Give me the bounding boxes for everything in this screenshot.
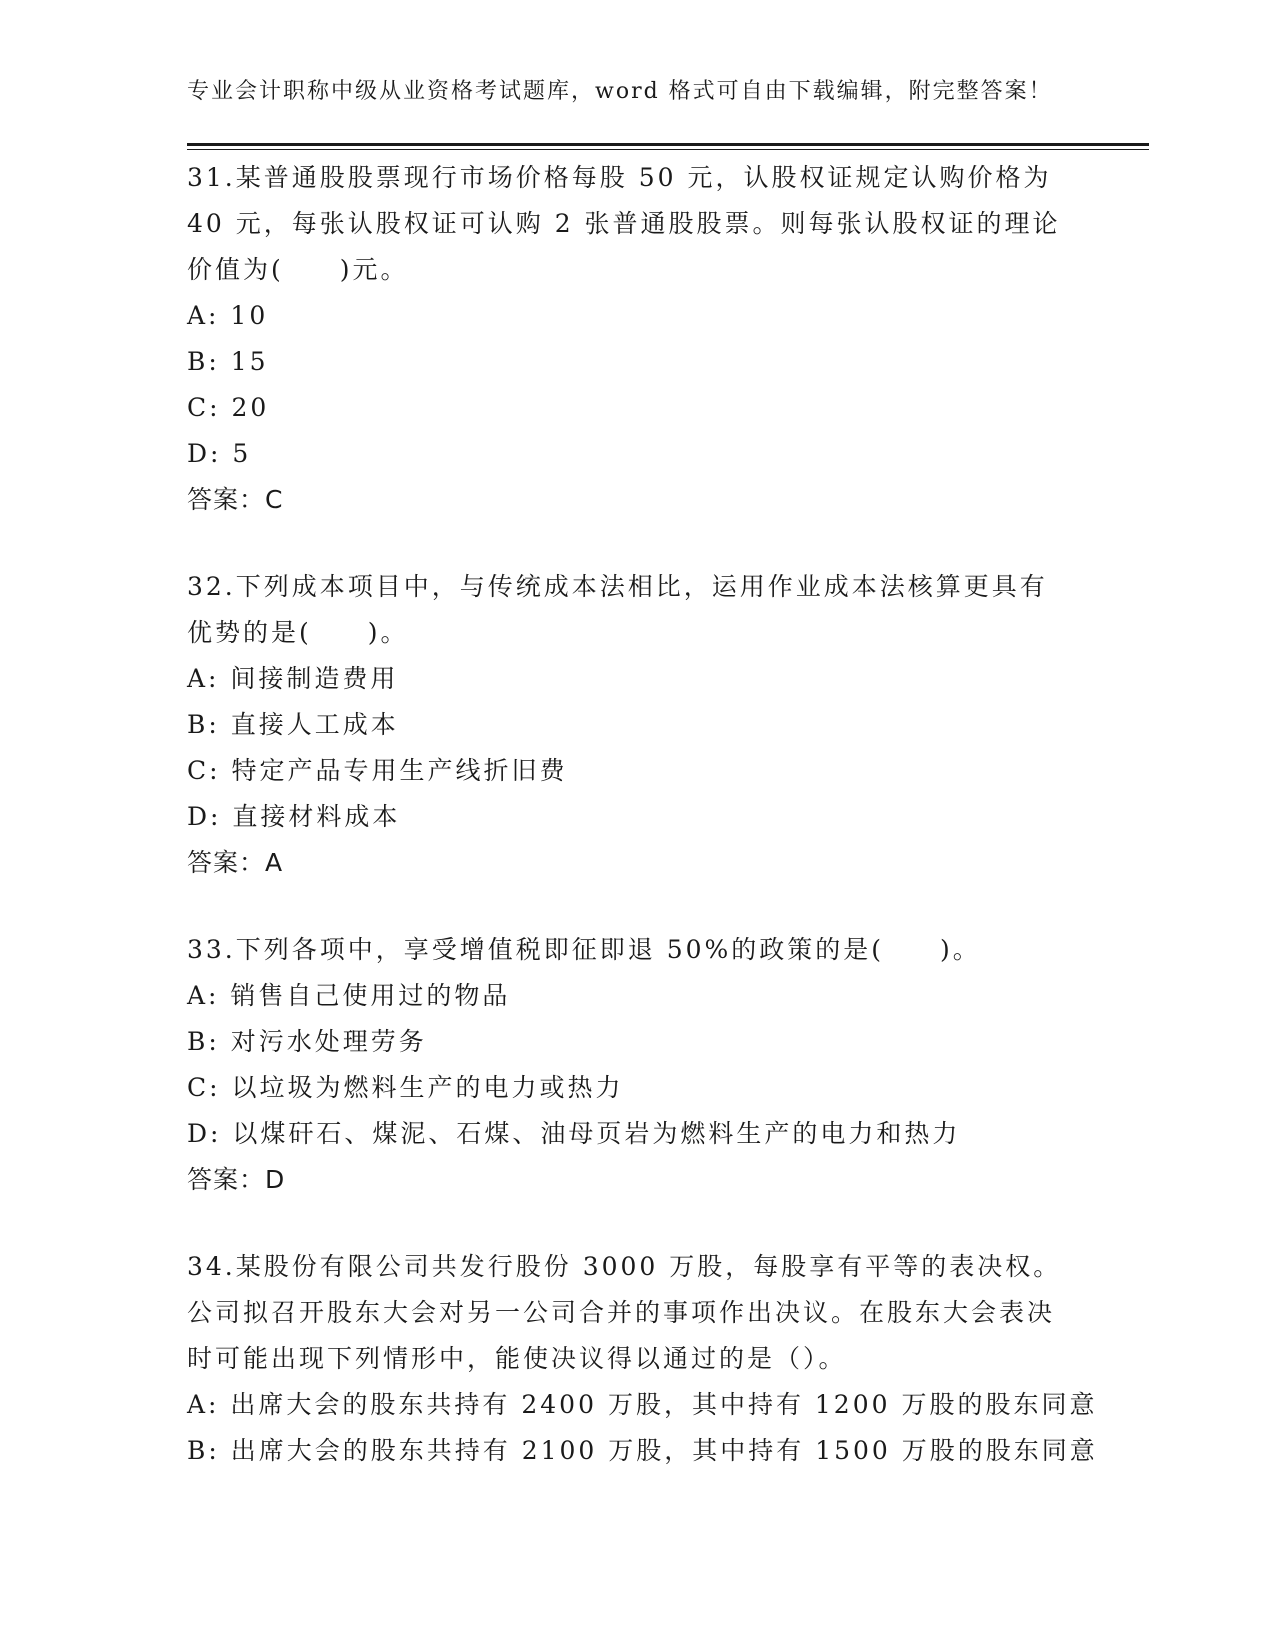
option-d: D: 以煤矸石、煤泥、石煤、油母页岩为燃料生产的电力和热力 xyxy=(187,1119,961,1148)
option-d: D: 直接材料成本 xyxy=(187,802,401,831)
option-c: C: 特定产品专用生产线折旧费 xyxy=(187,756,568,785)
option-d: D: 5 xyxy=(187,439,252,468)
option-c: C: 以垃圾为燃料生产的电力或热力 xyxy=(187,1073,624,1102)
question-stem: 34.某股份有限公司共发行股份 3000 万股，每股享有平等的表决权。公司拟召开股东大会对另一公司合并的事项作出决议。在股东大会表决时可能出现下列情形中，能使决议得以通过的是（）。 xyxy=(187,1252,1062,1373)
option-b: B: 出席大会的股东共持有 2100 万股，其中持有 1500 万股的股东同意 xyxy=(187,1436,1098,1465)
option-a: A: 销售自己使用过的物品 xyxy=(187,981,511,1010)
question-stem: 31.某普通股股票现行市场价格每股 50 元，认股权证规定认购价格为 40 元，每张认股权证可认购 2 张普通股股票。则每张认股权证的理论价值为( )元。 xyxy=(187,163,1061,284)
option-b: B: 对污水处理劳务 xyxy=(187,1027,427,1056)
question-31 xyxy=(187,155,1087,523)
question-32 xyxy=(187,564,1087,886)
answer-label: 答案：D xyxy=(187,1165,286,1194)
option-a: A: 出席大会的股东共持有 2400 万股，其中持有 1200 万股的股东同意 xyxy=(187,1390,1098,1419)
question-33 xyxy=(187,927,1087,1203)
option-a: A: 10 xyxy=(187,301,269,330)
header-divider-thick xyxy=(187,143,1149,146)
answer-label: 答案：A xyxy=(187,848,284,877)
question-34 xyxy=(187,1244,1098,1474)
answer-label: 答案：C xyxy=(187,485,284,514)
option-b: B: 直接人工成本 xyxy=(187,710,399,739)
header-divider-thin xyxy=(187,149,1149,150)
option-c: C: 20 xyxy=(187,393,270,422)
option-a: A: 间接制造费用 xyxy=(187,664,399,693)
option-b: B: 15 xyxy=(187,347,269,376)
page-header: 专业会计职称中级从业资格考试题库，word 格式可自由下载编辑，附完整答案！ xyxy=(187,79,1053,104)
question-stem: 33.下列各项中，享受增值税即征即退 50%的政策的是( )。 xyxy=(187,935,981,964)
question-list xyxy=(187,155,1098,1515)
question-stem: 32.下列成本项目中，与传统成本法相比，运用作业成本法核算更具有优势的是( )。 xyxy=(187,572,1048,647)
